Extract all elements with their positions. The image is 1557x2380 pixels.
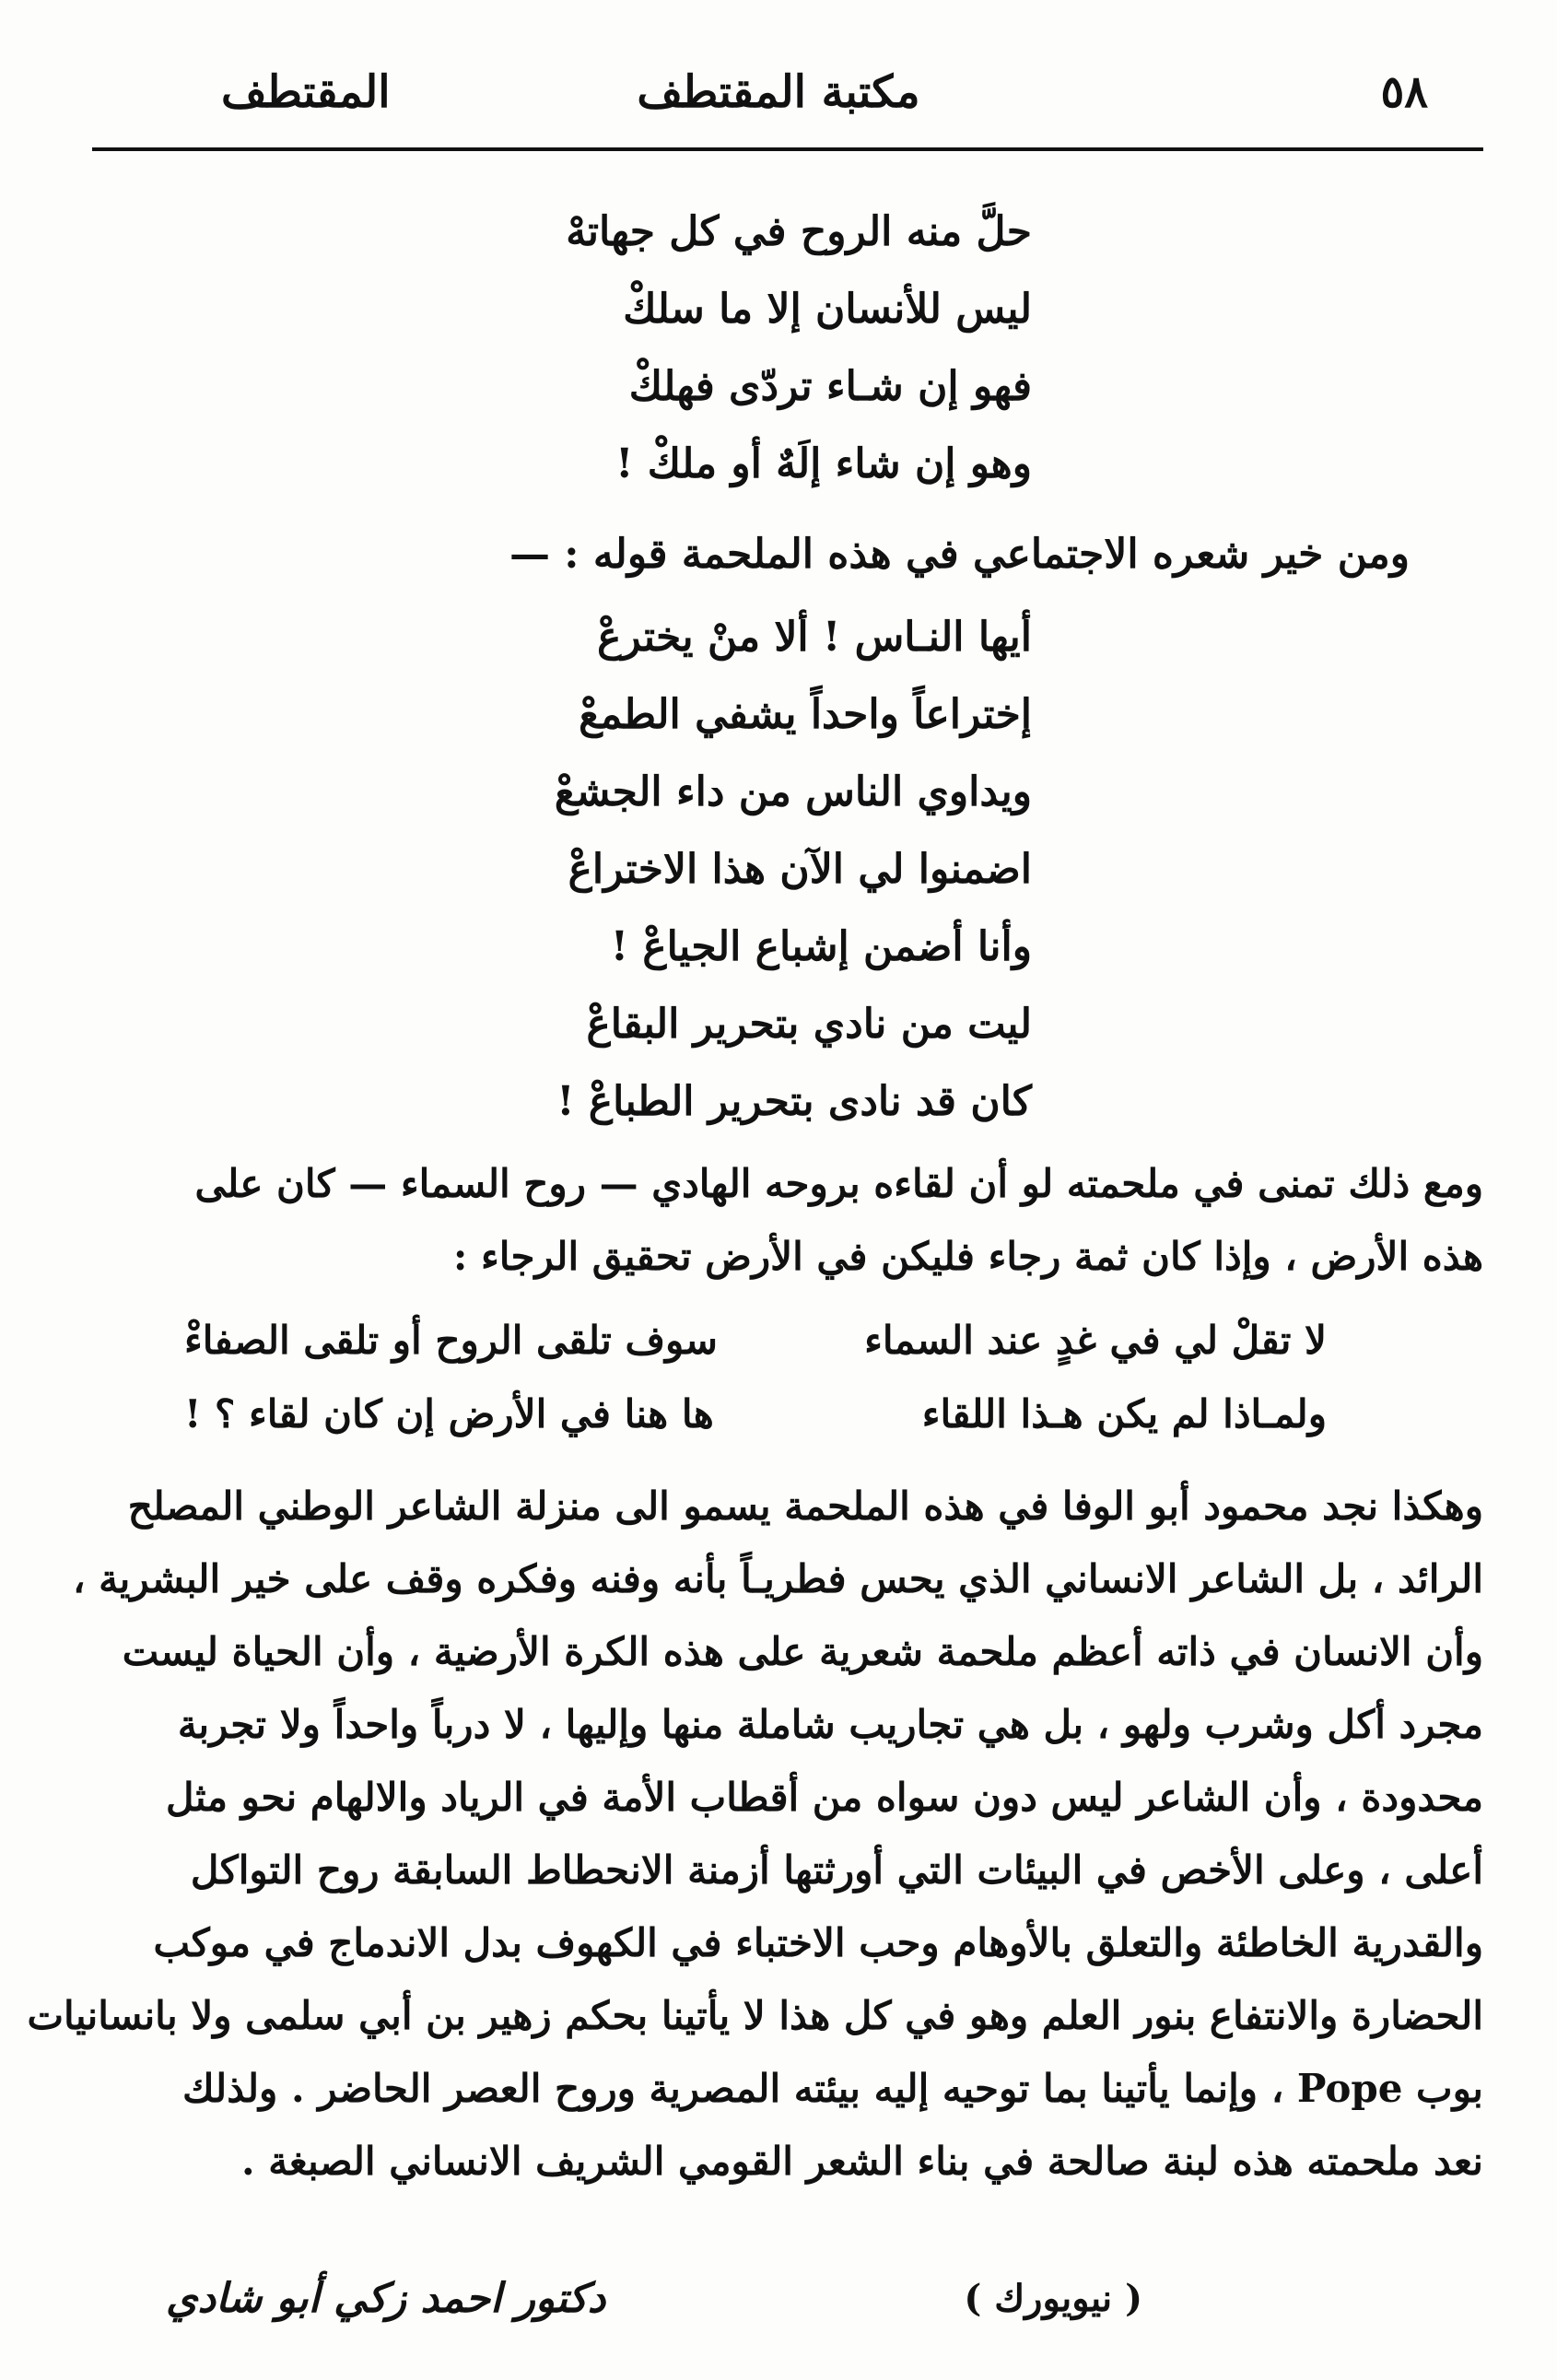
verse-line: إختراعاً واحداً يشفي الطمعْ [579,691,1032,738]
author-signature: دكتور احمد زكي أبو شادي [166,2275,606,2322]
paragraph-line: نعد ملحمته هذه لبنة صالحة في بناء الشعر القومي الشريف الانساني الصبغة . [241,2139,1483,2184]
intro-line: ومن خير شعره الاجتماعي في هذه الملحمة قوله : — [509,531,1410,578]
hemistich-second: ها هنا في الأرض إن كان لقاء ؟ ! [184,1391,714,1436]
couplet [184,1304,1327,1451]
paragraph-line: ومع ذلك تمنى في ملحمته لو أن لقاءه بروحه الهادي — روح السماء — كان على [194,1161,1483,1206]
verse-line: وهو إن شاء إلَهٌ أو ملكْ ! [615,440,1032,487]
page-number: ٥٨ [1380,66,1428,118]
paragraph-line: وهكذا نجد محمود أبو الوفا في هذه الملحمة يسمو الى منزلة الشاعر الوطني المصلح [127,1483,1483,1529]
journal-name: المقتطف [221,66,391,118]
verse-line: حلَّ منه الروح في كل جهاتهْ [566,208,1032,255]
verse-line: ليت من نادي بتحرير البقاعْ [586,1001,1032,1048]
paragraph-line: مجرد أكل وشرب ولهو ، بل هي تجاريب شاملة منها وإليها ، لا درباً واحداً ولا تجربة [177,1702,1483,1747]
verse-line: فهو إن شـاء تردّى فهلكْ [628,363,1032,410]
page-footer [92,2257,1465,2340]
paragraph-line: بوب Pope ، وإنما يأتينا بما توحيه إليه بيئته المصرية وروح العصر الحاضر . ولذلك [182,2066,1483,2111]
paragraph-line: الرائد ، بل الشاعر الانساني الذي يحس فطريـاً بأنه وفنه وفكره وقف على خير البشرية ، [72,1556,1483,1601]
running-title: مكتبة المقتطف [637,66,920,118]
paragraph-line: وأن الانسان في ذاته أعظم ملحمة شعرية على هذه الكرة الأرضية ، وأن الحياة ليست [122,1629,1483,1674]
place-note: ( نيويورك ) [964,2277,1142,2320]
verse-line: اضمنوا لي الآن هذا الاختراعْ [568,846,1032,893]
verse-line: كان قد نادى بتحرير الطباعْ ! [556,1078,1032,1125]
page-header [92,51,1465,134]
hemistich-first: لا تقلْ لي في غدٍ عند السماء [864,1318,1327,1363]
paragraph-2 [27,1470,1483,2198]
verse-line: ليس للأنسان إلا ما سلكْ [623,286,1032,333]
header-rule [92,147,1483,151]
verse-block-2 [516,599,1032,1141]
paragraph-1 [74,1147,1483,1293]
paragraph-line: هذه الأرض ، وإذا كان ثمة رجاء فليكن في الأرض تحقيق الرجاء : [452,1234,1483,1279]
couplet-row [184,1378,1327,1451]
paragraph-line: أعلى ، وعلى الأخص في البيئات التي أورثتها أزمنة الانحطاط السابقة روح التواكل [190,1847,1483,1893]
verse-line: أيها النـاس ! ألا منْ يخترعْ [597,614,1032,661]
verse-block-1 [516,193,1032,503]
paragraph-line: الحضارة والانتفاع بنور العلم وهو في كل هذا لا يأتينا بحكم زهير بن أبي سلمى ولا بانسانيات [27,1993,1483,2038]
verse-line: وأنا أضمن إشباع الجياعْ ! [610,923,1032,970]
couplet-row [184,1304,1327,1378]
hemistich-second: سوف تلقى الروح أو تلقى الصفاءْ [184,1318,718,1363]
hemistich-first: ولمـاذا لم يكن هـذا اللقاء [921,1391,1327,1436]
paragraph-line: محدودة ، وأن الشاعر ليس دون سواه من أقطاب الأمة في الرياد والالهام نحو مثل [166,1775,1483,1820]
paragraph-line: والقدرية الخاطئة والتعلق بالأوهام وحب الاختباء في الكهوف بدل الاندماج في موكب [153,1920,1483,1965]
verse-line: ويداوي الناس من داء الجشعْ [554,768,1032,815]
